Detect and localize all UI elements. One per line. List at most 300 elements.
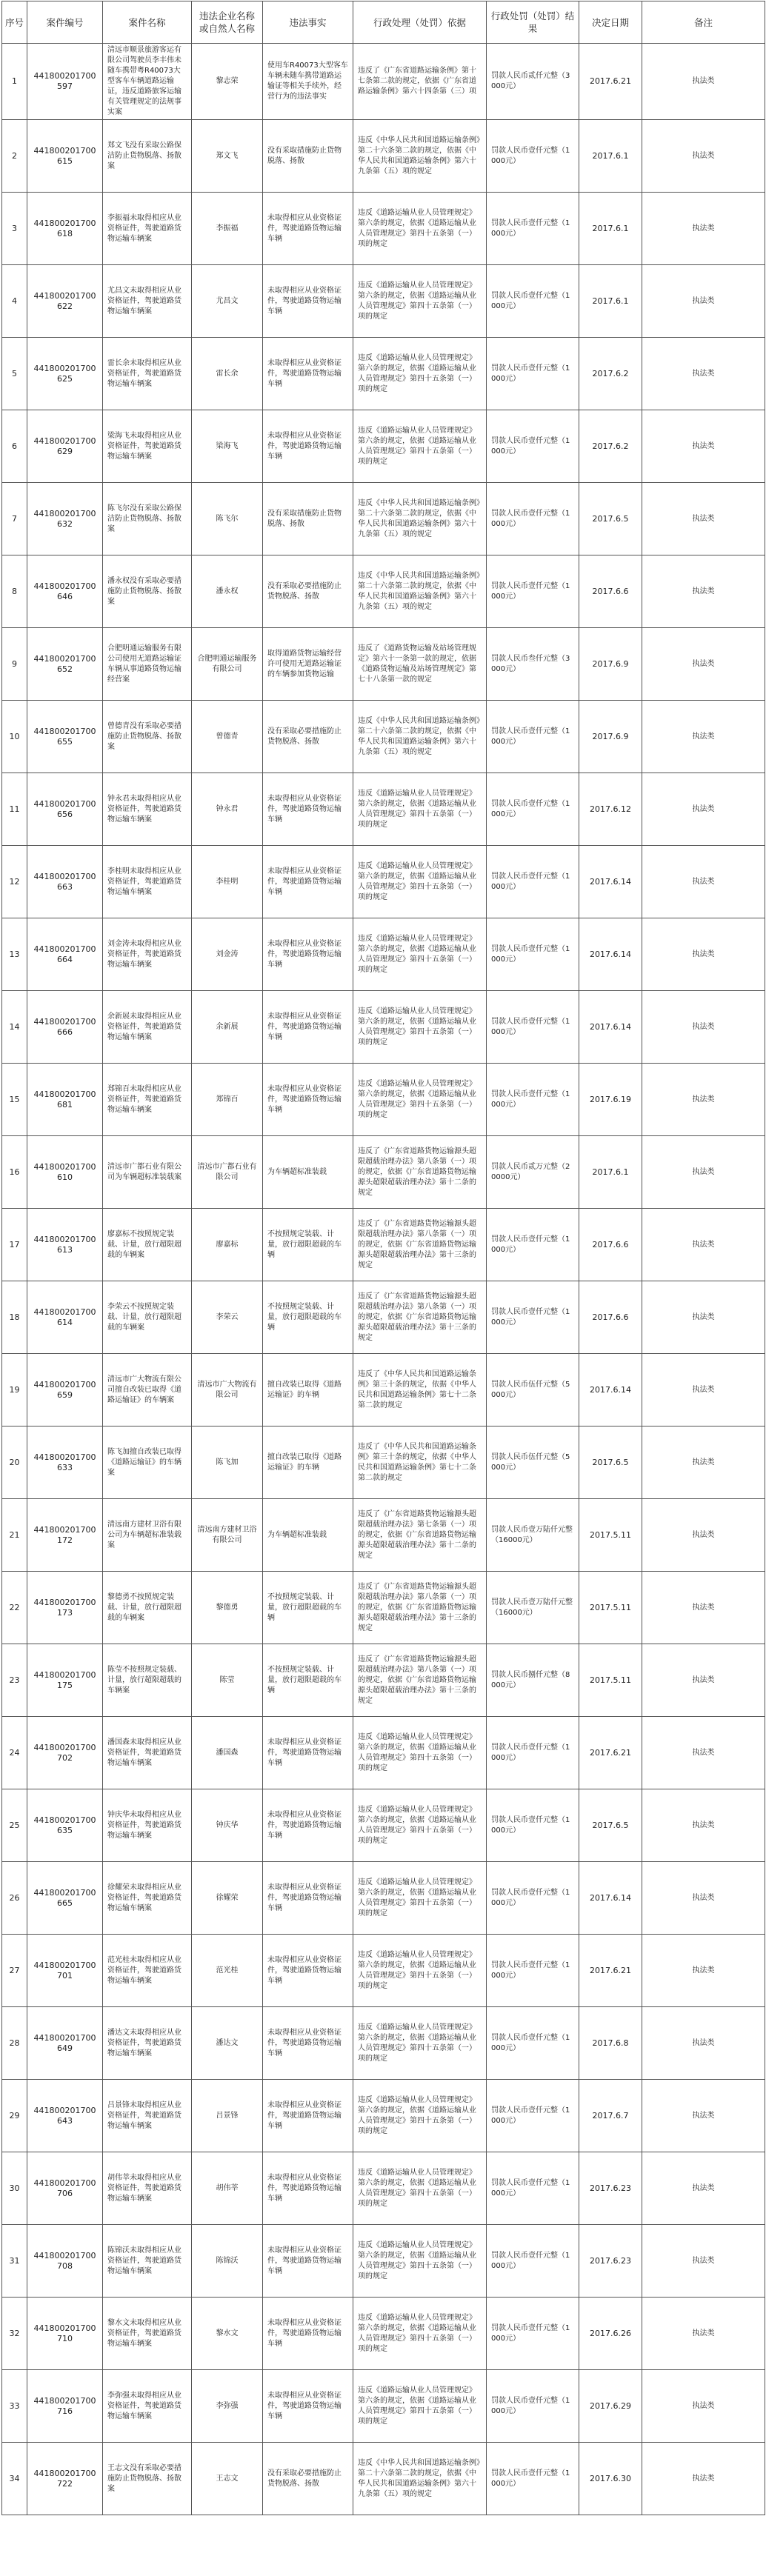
cell-case-number: 441800201700659 <box>27 1354 103 1427</box>
cell-case-number: 441800201700646 <box>27 555 103 628</box>
cell-party: 吕景锋 <box>192 2080 263 2152</box>
cell-case-name: 曾德青没有采取必要措施防止货物脱落、扬散案 <box>103 701 192 773</box>
cell-seq: 16 <box>2 1136 27 1209</box>
cell-note: 执法类 <box>642 44 765 120</box>
cell-seq: 24 <box>2 1717 27 1789</box>
cell-basis: 违反了《广东省道路货物运输源头超限超载治理办法》第八条第（一）项的规定，依据《广东省道路货物运输源头超限超载治理办法》第十三条的规定 <box>353 1644 487 1717</box>
header-party: 违法企业名称或自然人名称 <box>192 1 263 44</box>
cell-basis: 违反《道路运输从业人员管理规定》第六条的规定，依据《道路运输从业人员管理规定》第四十五条第（一）项的规定 <box>353 2007 487 2080</box>
header-seq: 序号 <box>2 1 27 44</box>
table-row <box>2 2225 765 2298</box>
cell-facts: 不按照规定装载、计量，放行超限超载的车辆 <box>263 1572 353 1644</box>
cell-basis: 违反《道路运输从业人员管理规定》第六条的规定，依据《道路运输从业人员管理规定》第四十五条第（一）项的规定 <box>353 846 487 918</box>
table-row <box>2 2152 765 2225</box>
cell-case-number: 441800201700665 <box>27 1862 103 1935</box>
cell-note: 执法类 <box>642 1281 765 1354</box>
cell-date: 2017.6.23 <box>579 2225 642 2298</box>
cell-seq: 19 <box>2 1354 27 1427</box>
cell-note: 执法类 <box>642 1717 765 1789</box>
cell-date: 2017.6.12 <box>579 773 642 846</box>
cell-facts: 未取得相应从业资格证件，驾驶道路货物运输车辆 <box>263 2080 353 2152</box>
cell-note: 执法类 <box>642 846 765 918</box>
cell-facts: 没有采取必要措施防止货物脱落、扬散 <box>263 2443 353 2515</box>
cell-seq: 25 <box>2 1789 27 1862</box>
cell-party: 刘金涛 <box>192 918 263 991</box>
cell-date: 2017.6.7 <box>579 2080 642 2152</box>
table-row <box>2 1789 765 1862</box>
cell-result: 罚款人民币捌仟元整（8000元） <box>487 1644 579 1717</box>
cell-case-number: 441800201700710 <box>27 2298 103 2370</box>
cell-note: 执法类 <box>642 483 765 555</box>
cell-case-number: 441800201700610 <box>27 1136 103 1209</box>
cell-facts: 擅自改装已取得《道路运输证》的车辆 <box>263 1354 353 1427</box>
table-row <box>2 338 765 410</box>
cell-case-number: 441800201700655 <box>27 701 103 773</box>
cell-note: 执法类 <box>642 991 765 1064</box>
table-row <box>2 44 765 120</box>
cell-seq: 26 <box>2 1862 27 1935</box>
cell-note: 执法类 <box>642 2225 765 2298</box>
cell-basis: 违反了《广东省道路运输条例》第十七条第二款的规定，依据《广东省道路运输条例》第六十四条第（三）项 <box>353 44 487 120</box>
cell-facts: 为车辆超标准装载 <box>263 1499 353 1572</box>
cell-seq: 30 <box>2 2152 27 2225</box>
cell-result: 罚款人民币壹仟元整（1000元） <box>487 1281 579 1354</box>
cell-case-name: 李桂明未取得相应从业资格证件，驾驶道路货物运输车辆案 <box>103 846 192 918</box>
cell-basis: 违反了《广东省道路货物运输源头超限超载治理办法》第八条第（一）项的规定，依据《广东省道路货物运输源头超限超载治理办法》第十三条的规定 <box>353 1209 487 1281</box>
cell-basis: 违反《中华人民共和国道路运输条例》第二十六条第二款的规定，依据《中华人民共和国道路运输条例》第六十九条第（五）项的规定 <box>353 555 487 628</box>
header-case-number: 案件编号 <box>27 1 103 44</box>
cell-facts: 未取得相应从业资格证件，驾驶道路货物运输车辆 <box>263 410 353 483</box>
cell-facts: 取得道路货物运输经营许可使用无道路运输证的车辆参加货物运输 <box>263 628 353 701</box>
cell-party: 李振福 <box>192 193 263 265</box>
cell-note: 执法类 <box>642 1499 765 1572</box>
cell-date: 2017.6.19 <box>579 1064 642 1136</box>
cell-case-name: 黎德勇不按照规定装载、计量，放行超限超载的车辆案 <box>103 1572 192 1644</box>
cell-basis: 违反《道路运输从业人员管理规定》第六条的规定，依据《道路运输从业人员管理规定》第四十五条第（一）项的规定 <box>353 2298 487 2370</box>
cell-note: 执法类 <box>642 1209 765 1281</box>
cell-case-name: 潘国森未取得相应从业资格证件，驾驶道路货物运输车辆案 <box>103 1717 192 1789</box>
cell-case-number: 441800201700708 <box>27 2225 103 2298</box>
cell-result: 罚款人民币壹仟元整（1000元） <box>487 2225 579 2298</box>
cell-date: 2017.6.21 <box>579 44 642 120</box>
cell-seq: 21 <box>2 1499 27 1572</box>
cell-result: 罚款人民币伍仟元整（5000元） <box>487 1427 579 1499</box>
cell-case-name: 雷长余未取得相应从业资格证件，驾驶道路货物运输车辆案 <box>103 338 192 410</box>
cell-result: 罚款人民币壹仟元整（1000元） <box>487 555 579 628</box>
cell-note: 执法类 <box>642 338 765 410</box>
cell-case-number: 441800201700681 <box>27 1064 103 1136</box>
cell-result: 罚款人民币壹万陆仟元整（16000元） <box>487 1499 579 1572</box>
cell-basis: 违反《道路运输从业人员管理规定》第六条的规定，依据《道路运输从业人员管理规定》第四十五条第（一）项的规定 <box>353 1935 487 2007</box>
cell-case-name: 胡伟莘未取得相应从业资格证件，驾驶道路货物运输车辆案 <box>103 2152 192 2225</box>
cell-case-name: 清远南方建材卫浴有限公司为车辆超标准装载案 <box>103 1499 192 1572</box>
cell-date: 2017.6.1 <box>579 120 642 193</box>
cell-seq: 23 <box>2 1644 27 1717</box>
cell-note: 执法类 <box>642 2080 765 2152</box>
cell-facts: 未取得相应从业资格证件，驾驶道路货物运输车辆 <box>263 2298 353 2370</box>
cell-result: 罚款人民币贰万元整（20000元） <box>487 1136 579 1209</box>
cell-seq: 17 <box>2 1209 27 1281</box>
cell-case-name: 吕景锋未取得相应从业资格证件，驾驶道路货物运输车辆案 <box>103 2080 192 2152</box>
cell-case-number: 441800201700656 <box>27 773 103 846</box>
cell-facts: 未取得相应从业资格证件，驾驶道路货物运输车辆 <box>263 846 353 918</box>
cell-party: 清远市广大物流有限公司 <box>192 1354 263 1427</box>
cell-note: 执法类 <box>642 265 765 338</box>
cell-basis: 违反《道路运输从业人员管理规定》第六条的规定，依据《道路运输从业人员管理规定》第四十五条第（一）项的规定 <box>353 1717 487 1789</box>
table-row <box>2 120 765 193</box>
cell-result: 罚款人民币壹仟元整（1000元） <box>487 918 579 991</box>
cell-facts: 未取得相应从业资格证件，驾驶道路货物运输车辆 <box>263 2370 353 2443</box>
cell-case-number: 441800201700625 <box>27 338 103 410</box>
cell-facts: 未取得相应从业资格证件，驾驶道路货物运输车辆 <box>263 773 353 846</box>
cell-basis: 违反了《广东省道路货物运输源头超限超载治理办法》第八条第（一）项的规定，依据《广东省道路货物运输源头超限超载治理办法》第十三条的规定 <box>353 1281 487 1354</box>
cell-result: 罚款人民币壹仟元整（1000元） <box>487 1209 579 1281</box>
header-basis: 行政处理（处罚）依据 <box>353 1 487 44</box>
cell-date: 2017.6.6 <box>579 1281 642 1354</box>
cell-case-number: 441800201700175 <box>27 1644 103 1717</box>
cell-date: 2017.6.1 <box>579 265 642 338</box>
cell-date: 2017.6.1 <box>579 193 642 265</box>
cell-party: 陈飞加 <box>192 1427 263 1499</box>
cell-seq: 14 <box>2 991 27 1064</box>
table-row <box>2 773 765 846</box>
cell-seq: 13 <box>2 918 27 991</box>
cell-party: 清远市广都石业有限公司 <box>192 1136 263 1209</box>
cell-basis: 违反了《中华人民共和国道路运输条例》第三十条的规定，依据《中华人民共和国道路运输条例》第七十二条第二款的规定 <box>353 1427 487 1499</box>
cell-basis: 违反《道路运输从业人员管理规定》第六条的规定，依据《道路运输从业人员管理规定》第四十五条第（一）项的规定 <box>353 2225 487 2298</box>
cell-case-name: 陈莹不按照规定装载、计量，放行超限超载的车辆案 <box>103 1644 192 1717</box>
cell-note: 执法类 <box>642 2298 765 2370</box>
cell-result: 罚款人民币壹仟元整（1000元） <box>487 410 579 483</box>
cell-result: 罚款人民币壹仟元整（1000元） <box>487 2007 579 2080</box>
table-row <box>2 555 765 628</box>
cell-party: 清远南方建材卫浴有限公司 <box>192 1499 263 1572</box>
cell-party: 陈锦沃 <box>192 2225 263 2298</box>
cell-party: 潘永权 <box>192 555 263 628</box>
header-result: 行政处罚（处罚）结果 <box>487 1 579 44</box>
cell-note: 执法类 <box>642 1644 765 1717</box>
cell-note: 执法类 <box>642 773 765 846</box>
cell-facts: 没有采取必要措施防止货物脱落、扬散 <box>263 701 353 773</box>
cell-facts: 未取得相应从业资格证件，驾驶道路货物运输车辆 <box>263 918 353 991</box>
cell-party: 李桂明 <box>192 846 263 918</box>
cell-case-name: 梁海飞未取得相应从业资格证件，驾驶道路货物运输车辆案 <box>103 410 192 483</box>
cell-note: 执法类 <box>642 120 765 193</box>
cell-seq: 12 <box>2 846 27 918</box>
table-row <box>2 991 765 1064</box>
cell-basis: 违反《道路运输从业人员管理规定》第六条的规定，依据《道路运输从业人员管理规定》第四十五条第（一）项的规定 <box>353 1789 487 1862</box>
cell-note: 执法类 <box>642 555 765 628</box>
cell-case-number: 441800201700633 <box>27 1427 103 1499</box>
cell-seq: 18 <box>2 1281 27 1354</box>
cell-seq: 15 <box>2 1064 27 1136</box>
cell-facts: 不按照规定装载、计量，放行超限超载的车辆 <box>263 1209 353 1281</box>
cell-seq: 31 <box>2 2225 27 2298</box>
cell-result: 罚款人民币壹仟元整（1000元） <box>487 1717 579 1789</box>
cell-seq: 32 <box>2 2298 27 2370</box>
table-row <box>2 1427 765 1499</box>
cell-seq: 22 <box>2 1572 27 1644</box>
cell-case-number: 441800201700702 <box>27 1717 103 1789</box>
cell-seq: 20 <box>2 1427 27 1499</box>
cell-result: 罚款人民币壹仟元整（1000元） <box>487 120 579 193</box>
cell-result: 罚款人民币壹仟元整（1000元） <box>487 991 579 1064</box>
cell-case-name: 范光桂未取得相应从业资格证件，驾驶道路货物运输车辆案 <box>103 1935 192 2007</box>
cell-seq: 28 <box>2 2007 27 2080</box>
cell-case-number: 441800201700652 <box>27 628 103 701</box>
cell-result: 罚款人民币伍仟元整（5000元） <box>487 1354 579 1427</box>
cell-party: 范光桂 <box>192 1935 263 2007</box>
cell-basis: 违反《道路运输从业人员管理规定》第六条的规定，依据《道路运输从业人员管理规定》第四十五条第（一）项的规定 <box>353 410 487 483</box>
cell-facts: 未取得相应从业资格证件，驾驶道路货物运输车辆 <box>263 338 353 410</box>
table-row <box>2 1354 765 1427</box>
cell-case-number: 441800201700629 <box>27 410 103 483</box>
cell-note: 执法类 <box>642 193 765 265</box>
cell-date: 2017.6.21 <box>579 1717 642 1789</box>
cell-note: 执法类 <box>642 1427 765 1499</box>
cell-result: 罚款人民币壹仟元整（1000元） <box>487 2080 579 2152</box>
cell-case-name: 潘达文未取得相应从业资格证件，驾驶道路货物运输车辆案 <box>103 2007 192 2080</box>
cell-date: 2017.5.11 <box>579 1644 642 1717</box>
cell-result: 罚款人民币壹仟元整（1000元） <box>487 2298 579 2370</box>
cell-seq: 29 <box>2 2080 27 2152</box>
cell-result: 罚款人民币壹仟元整（1000元） <box>487 193 579 265</box>
cell-date: 2017.6.2 <box>579 410 642 483</box>
cell-case-number: 441800201700643 <box>27 2080 103 2152</box>
cell-case-number: 441800201700706 <box>27 2152 103 2225</box>
cell-facts: 不按照规定装载、计量，放行超限超载的车辆 <box>263 1644 353 1717</box>
cell-case-name: 徐耀荣未取得相应从业资格证件，驾驶道路货物运输车辆案 <box>103 1862 192 1935</box>
table-row <box>2 1281 765 1354</box>
cell-case-number: 441800201700663 <box>27 846 103 918</box>
table-row <box>2 2007 765 2080</box>
table-row <box>2 701 765 773</box>
cell-case-name: 陈飞尔没有采取公路保洁防止货物脱落、扬散案 <box>103 483 192 555</box>
cell-party: 雷长余 <box>192 338 263 410</box>
cell-seq: 2 <box>2 120 27 193</box>
cell-basis: 违反了《广东省道路货物运输源头超限超载治理办法》第八条第（一）项的规定，依据《广东省道路货物运输源头超限超载治理办法》第十三条的规定 <box>353 1572 487 1644</box>
cell-date: 2017.6.8 <box>579 2007 642 2080</box>
table-row <box>2 410 765 483</box>
cell-case-name: 郑文飞没有采取公路保洁防止货物脱落、扬散案 <box>103 120 192 193</box>
cell-facts: 擅自改装已取得《道路运输证》的车辆 <box>263 1427 353 1499</box>
cell-note: 执法类 <box>642 2007 765 2080</box>
cell-date: 2017.6.5 <box>579 1427 642 1499</box>
cell-basis: 违反了《道路货物运输及站场管理规定》第六十一条第一款的规定，依据《道路货物运输及站场管理规定》第七十八条第一款的规定 <box>353 628 487 701</box>
cell-result: 罚款人民币壹仟元整（1000元） <box>487 483 579 555</box>
cell-party: 梁海飞 <box>192 410 263 483</box>
cell-note: 执法类 <box>642 701 765 773</box>
cell-case-number: 441800201700172 <box>27 1499 103 1572</box>
cell-case-number: 441800201700701 <box>27 1935 103 2007</box>
cell-seq: 10 <box>2 701 27 773</box>
cell-basis: 违反《中华人民共和国道路运输条例》第二十六条第二款的规定，依据《中华人民共和国道路运输条例》第六十九条第（五）项的规定 <box>353 2443 487 2515</box>
cell-basis: 违反《道路运输从业人员管理规定》第六条的规定，依据《道路运输从业人员管理规定》第四十五条第（一）项的规定 <box>353 1862 487 1935</box>
cell-seq: 1 <box>2 44 27 120</box>
cell-case-name: 李振福未取得相应从业资格证件，驾驶道路货物运输车辆案 <box>103 193 192 265</box>
cell-basis: 违反《道路运输从业人员管理规定》第六条的规定，依据《道路运输从业人员管理规定》第四十五条第（一）项的规定 <box>353 193 487 265</box>
cell-case-name: 尤昌文未取得相应从业资格证件，驾驶道路货物运输车辆案 <box>103 265 192 338</box>
cell-seq: 3 <box>2 193 27 265</box>
cell-case-name: 余新展未取得相应从业资格证件，驾驶道路货物运输车辆案 <box>103 991 192 1064</box>
cell-case-name: 钟庆华未取得相应从业资格证件，驾驶道路货物运输车辆案 <box>103 1789 192 1862</box>
table-row <box>2 1064 765 1136</box>
cell-case-name: 李弥强未取得相应从业资格证件，驾驶道路货物运输车辆案 <box>103 2370 192 2443</box>
table-header-row <box>2 1 765 44</box>
cell-party: 尤昌文 <box>192 265 263 338</box>
cell-result: 罚款人民币贰仟元整（3000元） <box>487 44 579 120</box>
cell-case-name: 陈飞加擅自改装已取得《道路运输证》的车辆案 <box>103 1427 192 1499</box>
table-row <box>2 1862 765 1935</box>
cell-party: 陈莹 <box>192 1644 263 1717</box>
cell-result: 罚款人民币壹仟元整（1000元） <box>487 1789 579 1862</box>
cell-note: 执法类 <box>642 1064 765 1136</box>
cell-case-number: 441800201700597 <box>27 44 103 120</box>
cell-party: 余新展 <box>192 991 263 1064</box>
table-row <box>2 1209 765 1281</box>
cell-facts: 未取得相应从业资格证件，驾驶道路货物运输车辆 <box>263 1935 353 2007</box>
cell-note: 执法类 <box>642 1136 765 1209</box>
cell-case-name: 郑锦百未取得相应从业资格证件，驾驶道路货物运输车辆案 <box>103 1064 192 1136</box>
cell-basis: 违反了《广东省道路货物运输源头超限超载治理办法》第八条第（一）项的规定，依据《广东省道路货物运输源头超限超载治理办法》第十二条的规定 <box>353 1136 487 1209</box>
cell-result: 罚款人民币壹仟元整（1000元） <box>487 1935 579 2007</box>
cell-basis: 违反《道路运输从业人员管理规定》第六条的规定，依据《道路运输从业人员管理规定》第四十五条第（一）项的规定 <box>353 2152 487 2225</box>
cell-date: 2017.6.14 <box>579 918 642 991</box>
cell-case-name: 李荣云不按照规定装载、计量，放行超限超载的车辆案 <box>103 1281 192 1354</box>
cell-seq: 8 <box>2 555 27 628</box>
cell-date: 2017.6.9 <box>579 628 642 701</box>
cell-case-number: 441800201700664 <box>27 918 103 991</box>
cell-party: 黎志荣 <box>192 44 263 120</box>
cell-case-number: 441800201700618 <box>27 193 103 265</box>
cell-result: 罚款人民币壹仟元整（1000元） <box>487 265 579 338</box>
cell-facts: 未取得相应从业资格证件，驾驶道路货物运输车辆 <box>263 2007 353 2080</box>
cell-note: 执法类 <box>642 2152 765 2225</box>
header-date: 决定日期 <box>579 1 642 44</box>
cell-facts: 使用车R40073大型客车车辆未随车携带道路运输证等相关手续外，经营行为的违法事实 <box>263 44 353 120</box>
cell-party: 黎德勇 <box>192 1572 263 1644</box>
table-row <box>2 2370 765 2443</box>
cell-facts: 未取得相应从业资格证件，驾驶道路货物运输车辆 <box>263 1064 353 1136</box>
cell-date: 2017.6.6 <box>579 555 642 628</box>
cell-date: 2017.6.2 <box>579 338 642 410</box>
cell-date: 2017.6.5 <box>579 1789 642 1862</box>
cell-seq: 7 <box>2 483 27 555</box>
cell-basis: 违反了《中华人民共和国道路运输条例》第三十条的规定，依据《中华人民共和国道路运输条例》第七十二条第二款的规定 <box>353 1354 487 1427</box>
cell-basis: 违反《中华人民共和国道路运输条例》第二十六条第二款的规定，依据《中华人民共和国道路运输条例》第六十九条第（五）项的规定 <box>353 120 487 193</box>
table-row <box>2 918 765 991</box>
cell-result: 罚款人民币壹仟元整（1000元） <box>487 773 579 846</box>
table-row <box>2 265 765 338</box>
cell-basis: 违反《道路运输从业人员管理规定》第六条的规定，依据《道路运输从业人员管理规定》第四十五条第（一）项的规定 <box>353 918 487 991</box>
cell-result: 罚款人民币壹仟元整（1000元） <box>487 701 579 773</box>
penalty-table <box>1 1 765 2515</box>
cell-facts: 未取得相应从业资格证件，驾驶道路货物运输车辆 <box>263 2152 353 2225</box>
cell-party: 陈飞尔 <box>192 483 263 555</box>
cell-basis: 违反《道路运输从业人员管理规定》第六条的规定，依据《道路运输从业人员管理规定》第四十五条第（一）项的规定 <box>353 338 487 410</box>
cell-case-number: 441800201700666 <box>27 991 103 1064</box>
header-case-name: 案件名称 <box>103 1 192 44</box>
cell-case-name: 王志文没有采取必要措施防止货物脱落、扬散案 <box>103 2443 192 2515</box>
cell-date: 2017.6.14 <box>579 846 642 918</box>
table-row <box>2 846 765 918</box>
cell-result: 罚款人民币壹仟元整（1000元） <box>487 1064 579 1136</box>
cell-case-name: 黎水文未取得相应从业资格证件，驾驶道路货物运输车辆案 <box>103 2298 192 2370</box>
table-row <box>2 1499 765 1572</box>
cell-note: 执法类 <box>642 2443 765 2515</box>
cell-party: 郑锦百 <box>192 1064 263 1136</box>
cell-party: 钟庆华 <box>192 1789 263 1862</box>
cell-seq: 34 <box>2 2443 27 2515</box>
cell-date: 2017.5.11 <box>579 1572 642 1644</box>
cell-seq: 11 <box>2 773 27 846</box>
cell-date: 2017.6.14 <box>579 991 642 1064</box>
cell-facts: 未取得相应从业资格证件，驾驶道路货物运输车辆 <box>263 265 353 338</box>
cell-case-number: 441800201700615 <box>27 120 103 193</box>
cell-note: 执法类 <box>642 1935 765 2007</box>
cell-basis: 违反《中华人民共和国道路运输条例》第二十六条第二款的规定，依据《中华人民共和国道路运输条例》第六十九条第（五）项的规定 <box>353 701 487 773</box>
header-facts: 违法事实 <box>263 1 353 44</box>
cell-basis: 违反《道路运输从业人员管理规定》第六条的规定，依据《道路运输从业人员管理规定》第四十五条第（一）项的规定 <box>353 773 487 846</box>
cell-party: 王志文 <box>192 2443 263 2515</box>
cell-result: 罚款人民币壹仟元整（1000元） <box>487 846 579 918</box>
cell-party: 黎水文 <box>192 2298 263 2370</box>
cell-party: 曾德青 <box>192 701 263 773</box>
cell-result: 罚款人民币壹仟元整（1000元） <box>487 2443 579 2515</box>
cell-note: 执法类 <box>642 628 765 701</box>
cell-date: 2017.6.14 <box>579 1354 642 1427</box>
cell-note: 执法类 <box>642 2370 765 2443</box>
cell-date: 2017.6.1 <box>579 1136 642 1209</box>
cell-facts: 未取得相应从业资格证件，驾驶道路货物运输车辆 <box>263 2225 353 2298</box>
cell-date: 2017.6.6 <box>579 1209 642 1281</box>
cell-basis: 违反《道路运输从业人员管理规定》第六条的规定，依据《道路运输从业人员管理规定》第四十五条第（一）项的规定 <box>353 991 487 1064</box>
cell-date: 2017.6.29 <box>579 2370 642 2443</box>
cell-date: 2017.6.9 <box>579 701 642 773</box>
cell-case-name: 合肥明通运输服务有限公司使用无道路运输证车辆从事道路货物运输经营案 <box>103 628 192 701</box>
cell-party: 廖嘉标 <box>192 1209 263 1281</box>
cell-case-number: 441800201700716 <box>27 2370 103 2443</box>
cell-seq: 33 <box>2 2370 27 2443</box>
table-row <box>2 1572 765 1644</box>
cell-result: 罚款人民币壹仟元整（1000元） <box>487 338 579 410</box>
cell-basis: 违反《道路运输从业人员管理规定》第六条的规定，依据《道路运输从业人员管理规定》第四十五条第（一）项的规定 <box>353 2370 487 2443</box>
cell-case-name: 刘金涛未取得相应从业资格证件，驾驶道路货物运输车辆案 <box>103 918 192 991</box>
cell-note: 执法类 <box>642 1354 765 1427</box>
header-note: 备注 <box>642 1 765 44</box>
cell-facts: 没有采取措施防止货物脱落、扬散 <box>263 120 353 193</box>
cell-result: 罚款人民币壹万陆仟元整（16000元） <box>487 1572 579 1644</box>
cell-note: 执法类 <box>642 1572 765 1644</box>
cell-case-number: 441800201700635 <box>27 1789 103 1862</box>
cell-basis: 违反《道路运输从业人员管理规定》第六条的规定，依据《道路运输从业人员管理规定》第四十五条第（一）项的规定 <box>353 2080 487 2152</box>
cell-facts: 未取得相应从业资格证件，驾驶道路货物运输车辆 <box>263 991 353 1064</box>
cell-case-name: 清远市顺景旅游客运有限公司驾驶员李丰伟未随车携带粤R40073大型客车车辆道路运输证，违反道路旅客运输有关管理规定的法规事实案 <box>103 44 192 120</box>
cell-facts: 未取得相应从业资格证件，驾驶道路货物运输车辆 <box>263 1789 353 1862</box>
cell-party: 潘达文 <box>192 2007 263 2080</box>
cell-case-number: 441800201700173 <box>27 1572 103 1644</box>
cell-case-number: 441800201700613 <box>27 1209 103 1281</box>
cell-party: 李荣云 <box>192 1281 263 1354</box>
cell-facts: 没有采取措施防止货物脱落、扬散 <box>263 483 353 555</box>
cell-case-number: 441800201700649 <box>27 2007 103 2080</box>
cell-basis: 违反《道路运输从业人员管理规定》第六条的规定，依据《道路运输从业人员管理规定》第四十五条第（一）项的规定 <box>353 1064 487 1136</box>
cell-date: 2017.6.21 <box>579 1935 642 2007</box>
cell-seq: 27 <box>2 1935 27 2007</box>
table-row <box>2 1136 765 1209</box>
cell-date: 2017.6.5 <box>579 483 642 555</box>
cell-facts: 未取得相应从业资格证件，驾驶道路货物运输车辆 <box>263 1862 353 1935</box>
